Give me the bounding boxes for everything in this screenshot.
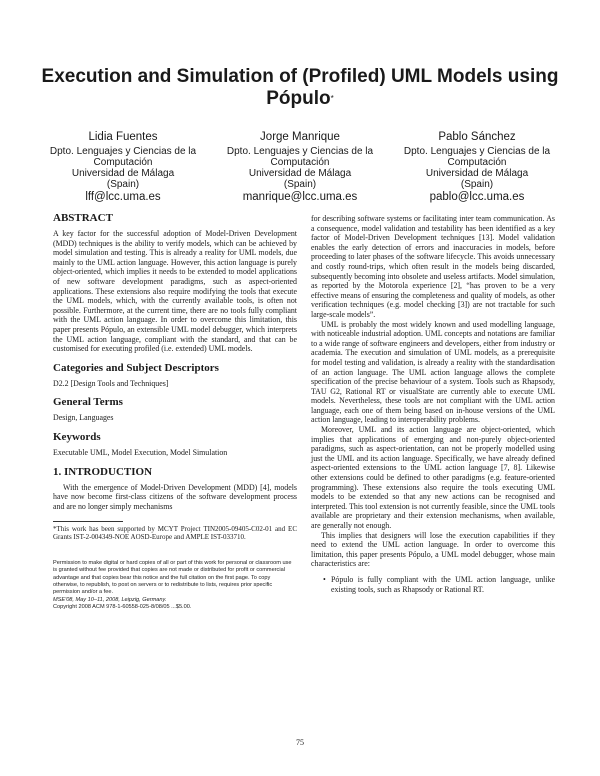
keywords-heading: Keywords <box>53 430 101 443</box>
abstract-text: A key factor for the successful adoption of Model-Driven Development (MDD) techniques is the ability to verify models, which can be achieved by model simulation and testing. This is already a reality for UML models, due mainly to the UML action language. However, this action language is purely object-oriented, which implies it needs to be extended to model applications of new software development paradigms, such as aspect-oriented applications. These extensions also require modifying the tools that execute the UML models, which, with the currently available tools, is often not possible. Furthermore, at the current time, there are no tools fully compliant with the UML action language. In order to overcome this limitation, this paper presents Pópulo, an extensible UML model debugger, which interprets the UML action language, compliant with the standard, and that can be customised for executing profiled (i.e. extended) UML models. <box>53 229 297 354</box>
paper-title <box>40 66 560 110</box>
author-1 <box>40 130 206 204</box>
title-text: Execution and Simulation of (Profiled) UML Models using Pópulo <box>41 66 559 109</box>
footnote-rule <box>53 521 123 522</box>
characteristics-list <box>311 575 555 594</box>
right-column <box>311 214 555 594</box>
author-email[interactable]: pablo@lcc.uma.es <box>429 191 525 203</box>
categories-heading: Categories and Subject Descriptors <box>53 361 219 374</box>
author-3 <box>394 130 560 204</box>
author-2 <box>217 130 383 204</box>
keywords-text: Executable UML, Model Execution, Model Simulation <box>53 447 228 457</box>
author-country: (Spain) <box>283 179 317 190</box>
author-name: Lidia Fuentes <box>88 131 158 143</box>
author-dept: Dpto. Lenguajes y Ciencias de la Computación <box>226 146 374 168</box>
author-univ: Universidad de Málaga <box>425 168 529 179</box>
left-column <box>53 212 297 612</box>
funding-footnote: *This work has been supported by MCYT Project TIN2005-09405-C02-01 and EC Grants IST-2-004349-NOE AOSD-Europe and AMPLE IST-033710. <box>53 525 297 542</box>
introduction-heading: 1. INTRODUCTION <box>53 465 153 478</box>
category-code: D2.2 <box>53 378 69 388</box>
author-name: Jorge Manrique <box>260 131 340 143</box>
title-footnote-mark: * <box>330 94 334 103</box>
body-paragraph-2: UML is probably the most widely known and used modelling language, with noticeable industrial adoption. UML concepts and notations are familiar to a wide range of software engineers and developers, either from industry or academia. The execution and simulation of UML models, as a prerequisite for model testing and validation, is already a reality with the standardisation of an action language. The UML action language allows the complete specification of the precise behaviour of a system. Tools such as Rhapsody, TAU G2, Rational RT or visualState are currently able to execute UML models. Nevertheless, these tools are not compliant with the UML action language, each one of them being based on in-house versions of the UML action language, leading to interoperability problems. <box>311 319 555 425</box>
author-block <box>40 130 560 204</box>
author-email[interactable]: lff@lcc.uma.es <box>85 191 161 203</box>
category-descriptor: [Design Tools and Techniques] <box>70 378 169 388</box>
author-dept: Dpto. Lenguajes y Ciencias de la Computación <box>403 146 551 168</box>
body-paragraph-4: This implies that designers will lose the execution capabilities if they need to extend the UML action language. In order to overcome this limitation, this paper presents Pópulo, a UML model debugger, whose main characteristics are: <box>311 530 555 569</box>
venue-line: MSE'08, May 10–11, 2008, Leipzig, Germany. <box>53 596 167 603</box>
author-country: (Spain) <box>460 179 494 190</box>
abstract-heading: ABSTRACT <box>53 212 113 224</box>
page-number: 75 <box>296 738 304 747</box>
body-paragraph-1: for describing software systems or facilitating inter team communication. As a consequence, model validation and testability has been identified as a key factor of Model-Driven Development techniques [13]. Model validation enables the early detection of errors and inaccuracies in models, before proceeding to later phases of the software lifecycle. This avoids unnecessary and costly round-trips, which often result in the models being discarded, subsequently becoming into obsolete and useless artifacts. Model simulation, as reported by the Motorola experience [2], “has proven to be a very effective means of ensuring the completeness and quality of models, as other verification techniques (e.g. model checking [3]) are not tractable for such large-scale models”. <box>311 214 555 319</box>
introduction-paragraph: With the emergence of Model-Driven Development (MDD) [4], models have now become first-class citizens of the software development process and are no longer simply mechanisms <box>53 482 297 511</box>
permission-block <box>53 560 297 612</box>
categories-text <box>53 379 297 389</box>
body-paragraph-3: Moreover, UML and its action language are object-oriented, which implies that applications of emerging and non-purely object-oriented paradigms, such as aspect-orientation, can not be properly modelled using just the UML and its action language. Specifically, we have already defined aspect-oriented extensions to the UML action language [7, 8]. Likewise other extensions could be defined to other paradigms (e.g. feature-oriented programming). These extensions also require the tools executing UML models to be extended so that any new actions can be recognised and interpreted. This tool extension is not currently feasible, since the UML tools available are proprietary and their extension mechanisms, when available, are generally not enough. <box>311 425 555 530</box>
copyright-line: Copyright 2008 ACM 978-1-60558-025-8/08/05 ...$5.00. <box>53 604 192 611</box>
author-univ: Universidad de Málaga <box>71 168 175 179</box>
general-terms-text: Design, Languages <box>53 413 114 423</box>
author-email[interactable]: manrique@lcc.uma.es <box>242 191 358 203</box>
list-item: • Pópulo is fully compliant with the UML action language, unlike existing tools, such as Rhapsody or Rational RT. <box>323 575 555 594</box>
author-country: (Spain) <box>106 179 140 190</box>
author-dept: Dpto. Lenguajes y Ciencias de la Computación <box>49 146 197 168</box>
author-name: Pablo Sánchez <box>438 131 516 143</box>
permission-text: Permission to make digital or hard copies of all or part of this work for personal or classroom use is granted without fee provided that copies are not made or distributed for profit or commercial advantage and that copies bear this notice and the full citation on the first page. To copy otherwise, to republish, to post on servers or to redistribute to lists, requires prior specific permission and/or a fee. <box>53 559 292 596</box>
author-univ: Universidad de Málaga <box>248 168 352 179</box>
general-terms-heading: General Terms <box>53 396 123 409</box>
